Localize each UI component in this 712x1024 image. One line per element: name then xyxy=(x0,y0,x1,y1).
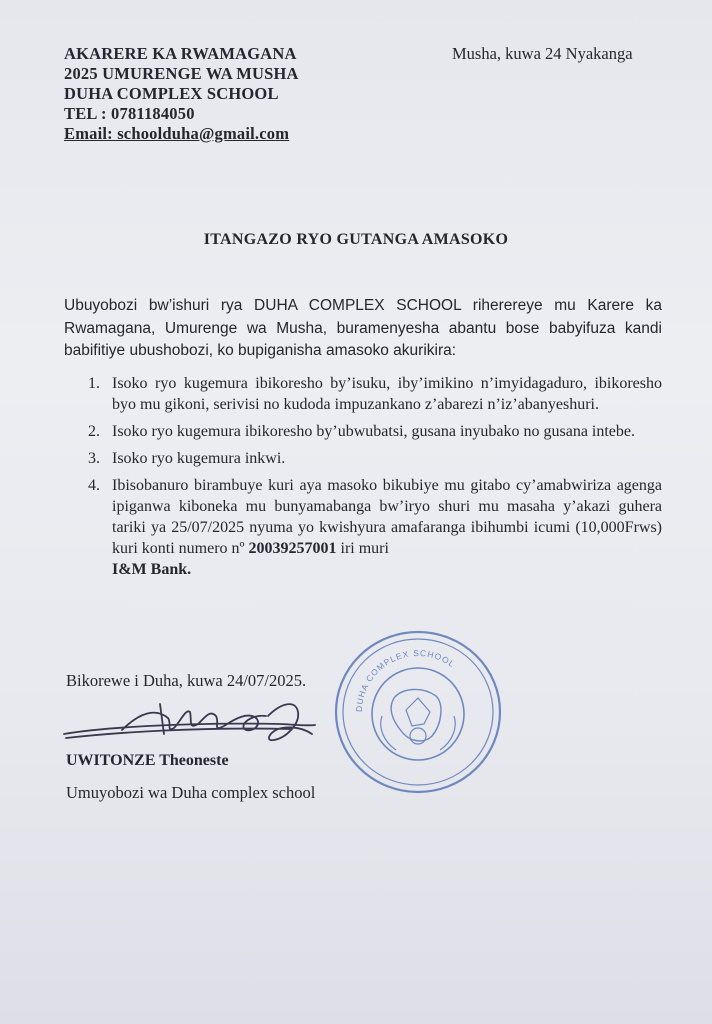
school-stamp xyxy=(332,628,504,796)
list-item-text-cont: iri muri xyxy=(336,540,389,557)
list-item-number: 2. xyxy=(88,423,100,440)
letterhead xyxy=(64,44,299,144)
list-item xyxy=(88,373,662,415)
list-item xyxy=(88,448,662,469)
list-item-number: 3. xyxy=(88,450,100,467)
list-item xyxy=(88,421,662,442)
list-item-number: 1. xyxy=(88,375,100,392)
tender-list xyxy=(88,373,662,586)
list-item-text: Ibisobanuro birambuye kuri aya masoko bikubiye mu gitabo cy’amabwiriza agenga ipiganwa kiboneka mu bunyamabanga bw’iryo shuri mu masaha y’akazi guhera tariki ya 25/07/2025 nyuma yo kwishyura amafaranga ibihumbi icumi (10,000Frws) kuri konti numero nº xyxy=(112,477,662,557)
intro-paragraph: Ubuyobozi bw’ishuri rya DUHA COMPLEX SCHOOL riherereye mu Karere ka Rwamagana, Umurenge wa Musha, buramenyesha abantu bose babyifuza kandi babifitiye ubushobozi, ko bupiganisha amasoko akurikira: xyxy=(64,297,662,359)
signer-title: Umuyobozi wa Duha complex school xyxy=(66,783,316,802)
letterhead-sector: 2025 UMURENGE WA MUSHA xyxy=(64,64,299,83)
account-number: 20039257001 xyxy=(248,540,337,557)
list-item xyxy=(88,475,662,580)
letterhead-district: AKARERE KA RWAMAGANA xyxy=(64,44,297,63)
signer-name: UWITONZE Theoneste xyxy=(66,752,229,769)
stamp-ring-text: DUHA COMPLEX SCHOOL xyxy=(353,647,458,713)
list-item-number: 4. xyxy=(88,477,100,494)
svg-text:DUHA COMPLEX SCHOOL xyxy=(354,648,457,712)
date-line: Musha, kuwa 24 Nyakanga xyxy=(452,44,633,63)
letterhead-school: DUHA COMPLEX SCHOOL xyxy=(64,84,279,103)
place-and-date: Bikorewe i Duha, kuwa 24/07/2025. xyxy=(66,671,307,690)
bank-name: I&M Bank. xyxy=(112,561,192,578)
document-title: ITANGAZO RYO GUTANGA AMASOKO xyxy=(203,231,509,248)
signature-image xyxy=(60,694,320,750)
list-item-text: Isoko ryo kugemura ibikoresho by’ubwubatsi, gusana inyubako no gusana intebe. xyxy=(112,423,636,440)
list-item-text: Isoko ryo kugemura ibikoresho by’isuku, iby’imikino n’imyidagaduro, ibikoresho byo mu gikoni, serivisi no kudoda impuzankano z’abarezi n’iz’abanyeshuri. xyxy=(112,375,662,413)
list-item-text: Isoko ryo kugemura inkwi. xyxy=(112,450,286,467)
letterhead-phone: TEL : 0781184050 xyxy=(64,104,195,123)
letterhead-email: Email: schoolduha@gmail.com xyxy=(64,124,290,143)
